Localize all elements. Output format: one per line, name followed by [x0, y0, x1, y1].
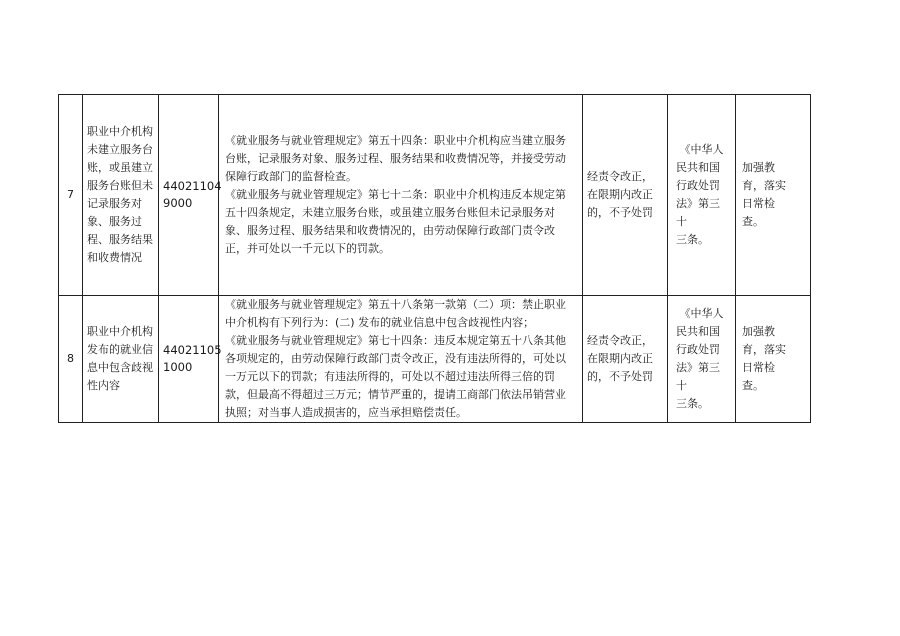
supervision-measure-line: 加强教: [742, 325, 775, 338]
legal-reference: [668, 95, 736, 296]
legal-basis-paragraph: 《就业服务与就业管理规定》第五十八条第一款第（二）项：禁止职业中介机构有下列行为：(二) 发布的就业信息中包含歧视性内容；: [225, 298, 566, 329]
violation-item: 职业中介机构未建立服务台账，或虽建立服务台账但未记录服务对象、服务过程、服务结果和收费情况: [83, 95, 159, 296]
legal-reference-line: 《中华人: [679, 143, 724, 156]
item-code: [159, 95, 222, 296]
legal-reference-line: 三条。: [676, 233, 709, 246]
supervision-measure-line: 育，落实: [742, 343, 786, 356]
supervision-measure: [736, 95, 811, 296]
supervision-measure-line: 日常检: [742, 197, 775, 210]
no-penalty-condition: 经责令改正，在限期内改正的，不予处罚: [583, 95, 668, 296]
table-row: [59, 95, 811, 296]
supervision-measure-line: 查。: [742, 379, 764, 392]
row-number: 8: [59, 296, 83, 423]
row-number: 7: [59, 95, 83, 296]
supervision-measure-line: 育，落实: [742, 179, 786, 192]
legal-basis-paragraph: 《就业服务与就业管理规定》第七十四条：违反本规定第五十八条其他各项规定的，由劳动保障行政部门责令改正，没有违法所得的，可处以一万元以下的罚款；有违法所得的，可处以不超过违法所得三倍的罚款，但最高不得超过三万元；情节严重的，提请工商部门依法吊销营业执照；对当事人造成损害的，应当承担赔偿责任。: [225, 334, 566, 419]
item-code-line: 9000: [163, 196, 193, 210]
no-penalty-condition: 经责令改正，在限期内改正的，不予处罚: [583, 296, 668, 423]
legal-basis: [219, 95, 583, 296]
table-row: [59, 296, 811, 423]
legal-reference-line: 《中华人: [679, 307, 724, 320]
legal-basis-paragraph: 《就业服务与就业管理规定》第七十二条：职业中介机构违反本规定第五十四条规定，未建立服务台账，或虽建立服务台账但未记录服务对象、服务过程、服务结果和收费情况的，由劳动保障行政部门责令改正，并可处以一千元以下的罚款。: [225, 188, 566, 255]
item-code-line: 1000: [163, 360, 193, 374]
legal-basis: [219, 296, 583, 423]
legal-reference-line: 民共和国: [676, 325, 720, 338]
item-code-line: 44021105: [163, 343, 222, 357]
item-code: [159, 296, 222, 423]
regulation-table: [58, 94, 811, 423]
legal-reference: [668, 296, 736, 423]
legal-reference-line: 法》第三十: [676, 197, 720, 228]
legal-basis-paragraph: 《就业服务与就业管理规定》第五十四条：职业中介机构应当建立服务台账，记录服务对象、服务过程、服务结果和收费情况等，并接受劳动保障行政部门的监督检查。: [225, 134, 566, 183]
violation-item: 职业中介机构发布的就业信息中包含歧视性内容: [83, 296, 159, 423]
supervision-measure-line: 查。: [742, 215, 764, 228]
legal-reference-line: 行政处罚: [676, 343, 720, 356]
supervision-measure: [736, 296, 811, 423]
legal-reference-line: 行政处罚: [676, 179, 720, 192]
supervision-measure-line: 日常检: [742, 361, 775, 374]
legal-reference-line: 法》第三十: [676, 361, 720, 392]
item-code-line: 44021104: [163, 179, 222, 193]
legal-reference-line: 三条。: [676, 397, 709, 410]
legal-reference-line: 民共和国: [676, 161, 720, 174]
supervision-measure-line: 加强教: [742, 161, 775, 174]
